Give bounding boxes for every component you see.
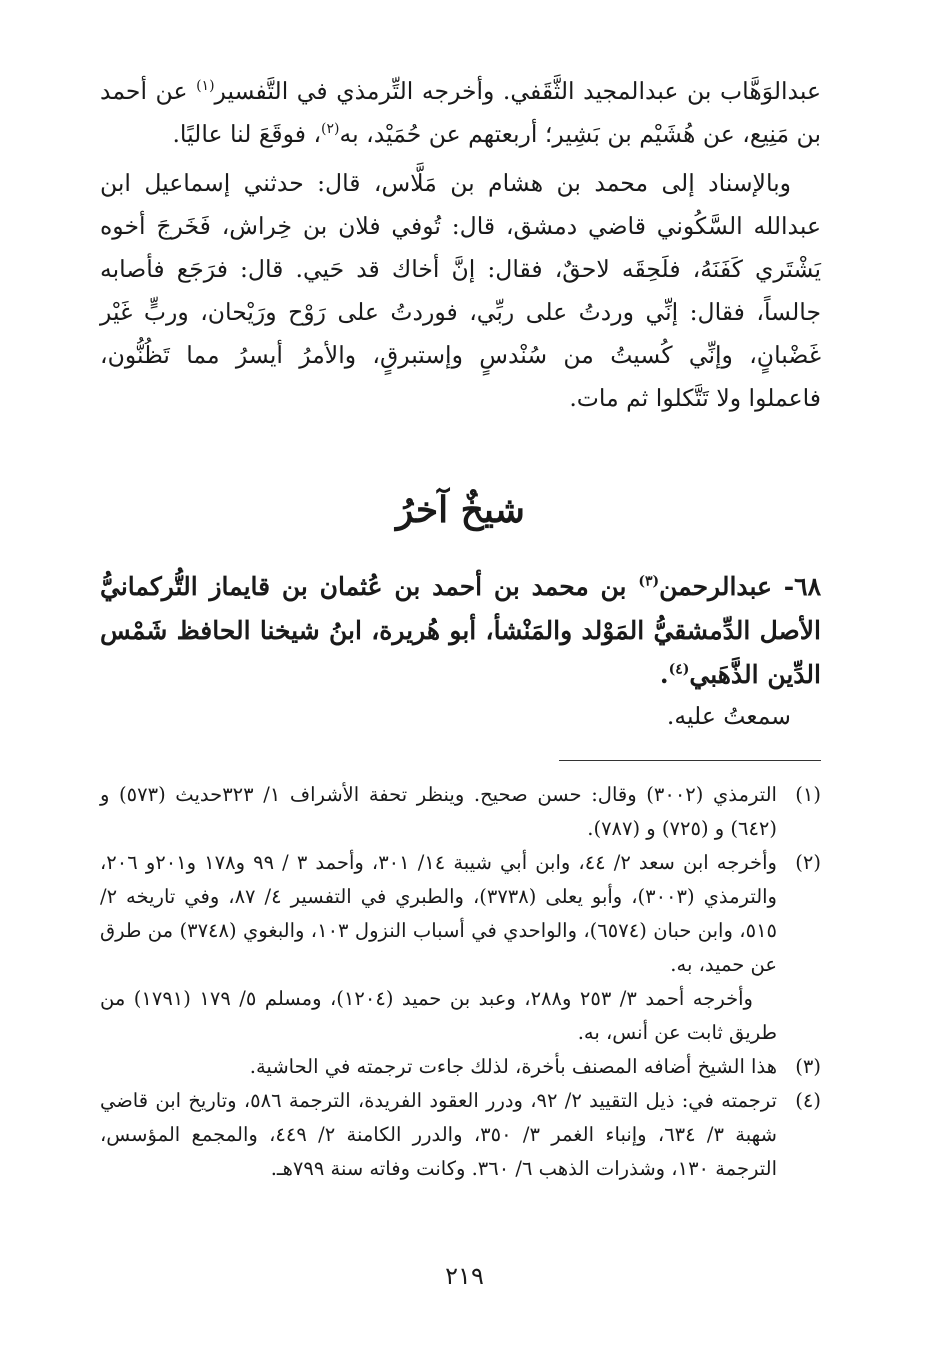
footnote-2 bbox=[100, 846, 821, 982]
paragraph-1-part-a: عبدالوَهَّاب بن عبدالمجيد الثَّقَفي. وأخرجه التِّرمذي في التَّفسير bbox=[214, 77, 821, 105]
paragraph-1-part-b: عن أحمد بن مَنِيع، عن هُشَيْم بن بَشِير؛ أربعتهم عن حُمَيْد، به bbox=[100, 77, 821, 148]
section-heading: شيخٌ آخرُ bbox=[396, 489, 525, 531]
footnote-number: (٣) bbox=[795, 1055, 821, 1078]
entry-title-part-c: . bbox=[659, 660, 669, 689]
entry-title-part-a: ٦٨- عبدالرحمن bbox=[659, 572, 821, 601]
footnotes bbox=[100, 778, 821, 1186]
main-text bbox=[100, 70, 821, 420]
footnote-2-continuation: وأخرجه أحمد ٣/ ٢٥٣ و٢٨٨، وعبد بن حميد (١٢٠٤)، ومسلم ٥/ ١٧٩ (١٧٩١) من طريق ثابت عن أنس، به. bbox=[100, 987, 777, 1044]
footnote-4 bbox=[100, 1084, 821, 1186]
footnote-number: (٢) bbox=[795, 851, 821, 874]
footnote-1 bbox=[100, 778, 821, 846]
entry-68 bbox=[100, 565, 821, 697]
footnote-number: (١) bbox=[795, 783, 821, 806]
footnote-number: (٤) bbox=[795, 1089, 821, 1112]
page-number: ٢١٩ bbox=[445, 1262, 484, 1290]
footnote-ref-3[interactable]: (٣) bbox=[638, 573, 660, 590]
entry-title-part-b: بن محمد بن أحمد بن عُثمان بن قايماز التُّركمانيُّ الأصل الدِّمشقيُّ المَوْلد والمَنْشأ، أبو هُريرة، ابنُ شيخنا الحافظ شَمْس الدِّين الذَّهَبي bbox=[100, 572, 821, 689]
footnote-text: ترجمته في: ذيل التقييد ٢/ ٩٢، ودرر العقود الفريدة، الترجمة ٥٨٦، وتاريخ ابن قاضي شهبة ٣/ ٦٣٤، وإنباء الغمر ٣/ ٣٥٠، والدرر الكامنة ٢/ ٤٤٩، والمجمع المؤسس، الترجمة ١٣٠، وشذرات الذهب ٦/ ٣٦٠. وكانت وفاته سنة ٧٩٩هـ. bbox=[100, 1089, 777, 1180]
entry-note: سمعتُ عليه. bbox=[666, 702, 791, 730]
footnote-3 bbox=[100, 1050, 821, 1084]
paragraph-1-part-c: ، فوقَعَ لنا عاليًا. bbox=[172, 120, 322, 148]
footnote-ref-2[interactable]: (٢) bbox=[321, 121, 340, 138]
footnote-ref-4[interactable]: (٤) bbox=[668, 661, 690, 678]
paragraph-1 bbox=[100, 70, 821, 156]
footnote-text: الترمذي (٣٠٠٢) وقال: حسن صحيح. وينظر تحفة الأشراف ١/ ٣٢٣حديث (٥٧٣) و (٦٤٢) و (٧٢٥) و (٧٨٧). bbox=[100, 783, 777, 840]
footnote-ref-1[interactable]: (١) bbox=[196, 78, 215, 95]
footnote-divider bbox=[559, 760, 821, 761]
footnote-text: هذا الشيخ أضافه المصنف بأخرة، لذلك جاءت ترجمته في الحاشية. bbox=[249, 1055, 777, 1078]
paragraph-2: وبالإسناد إلى محمد بن هشام بن مَلَّاس، قال: حدثني إسماعيل ابن عبدالله السَّكُوني قاضي دمشق، قال: تُوفي فلان بن خِراش، فَخَرجَ أخوه يَشْتَري كَفَنَهُ، فلَحِقَه لاحقٌ، فقال: إنَّ أخاك قد حَيي. قال: فرَجَع فأصابه جالساً، فقال: إنِّي وردتُ على ربِّي، فوردتُ على رَوْح ورَيْحان، وربٍّ غَيْر غَضْبانٍ، وإنِّي كُسيتُ من سُنْدسٍ وإستبرقٍ، والأمرُ أيسرُ مما تَظُنُّون، فاعملوا ولا تَتَّكلوا ثم مات. bbox=[100, 169, 821, 412]
footnote-text: وأخرجه ابن سعد ٢/ ٤٤، وابن أبي شيبة ١٤/ ٣٠١، وأحمد ٣ / ٩٩ و١٧٨ و٢٠١و ٢٠٦، والترمذي (٣٠٠٣)، وأبو يعلى (٣٧٣٨)، والطبري في التفسير ٤/ ٨٧، وفي تاريخه ٢/ ٥١٥، وابن حبان (٦٥٧٤)، والواحدي في أسباب النزول ١٠٣، والبغوي (٣٧٤٨) من طرق عن حميد، به. bbox=[100, 851, 778, 976]
